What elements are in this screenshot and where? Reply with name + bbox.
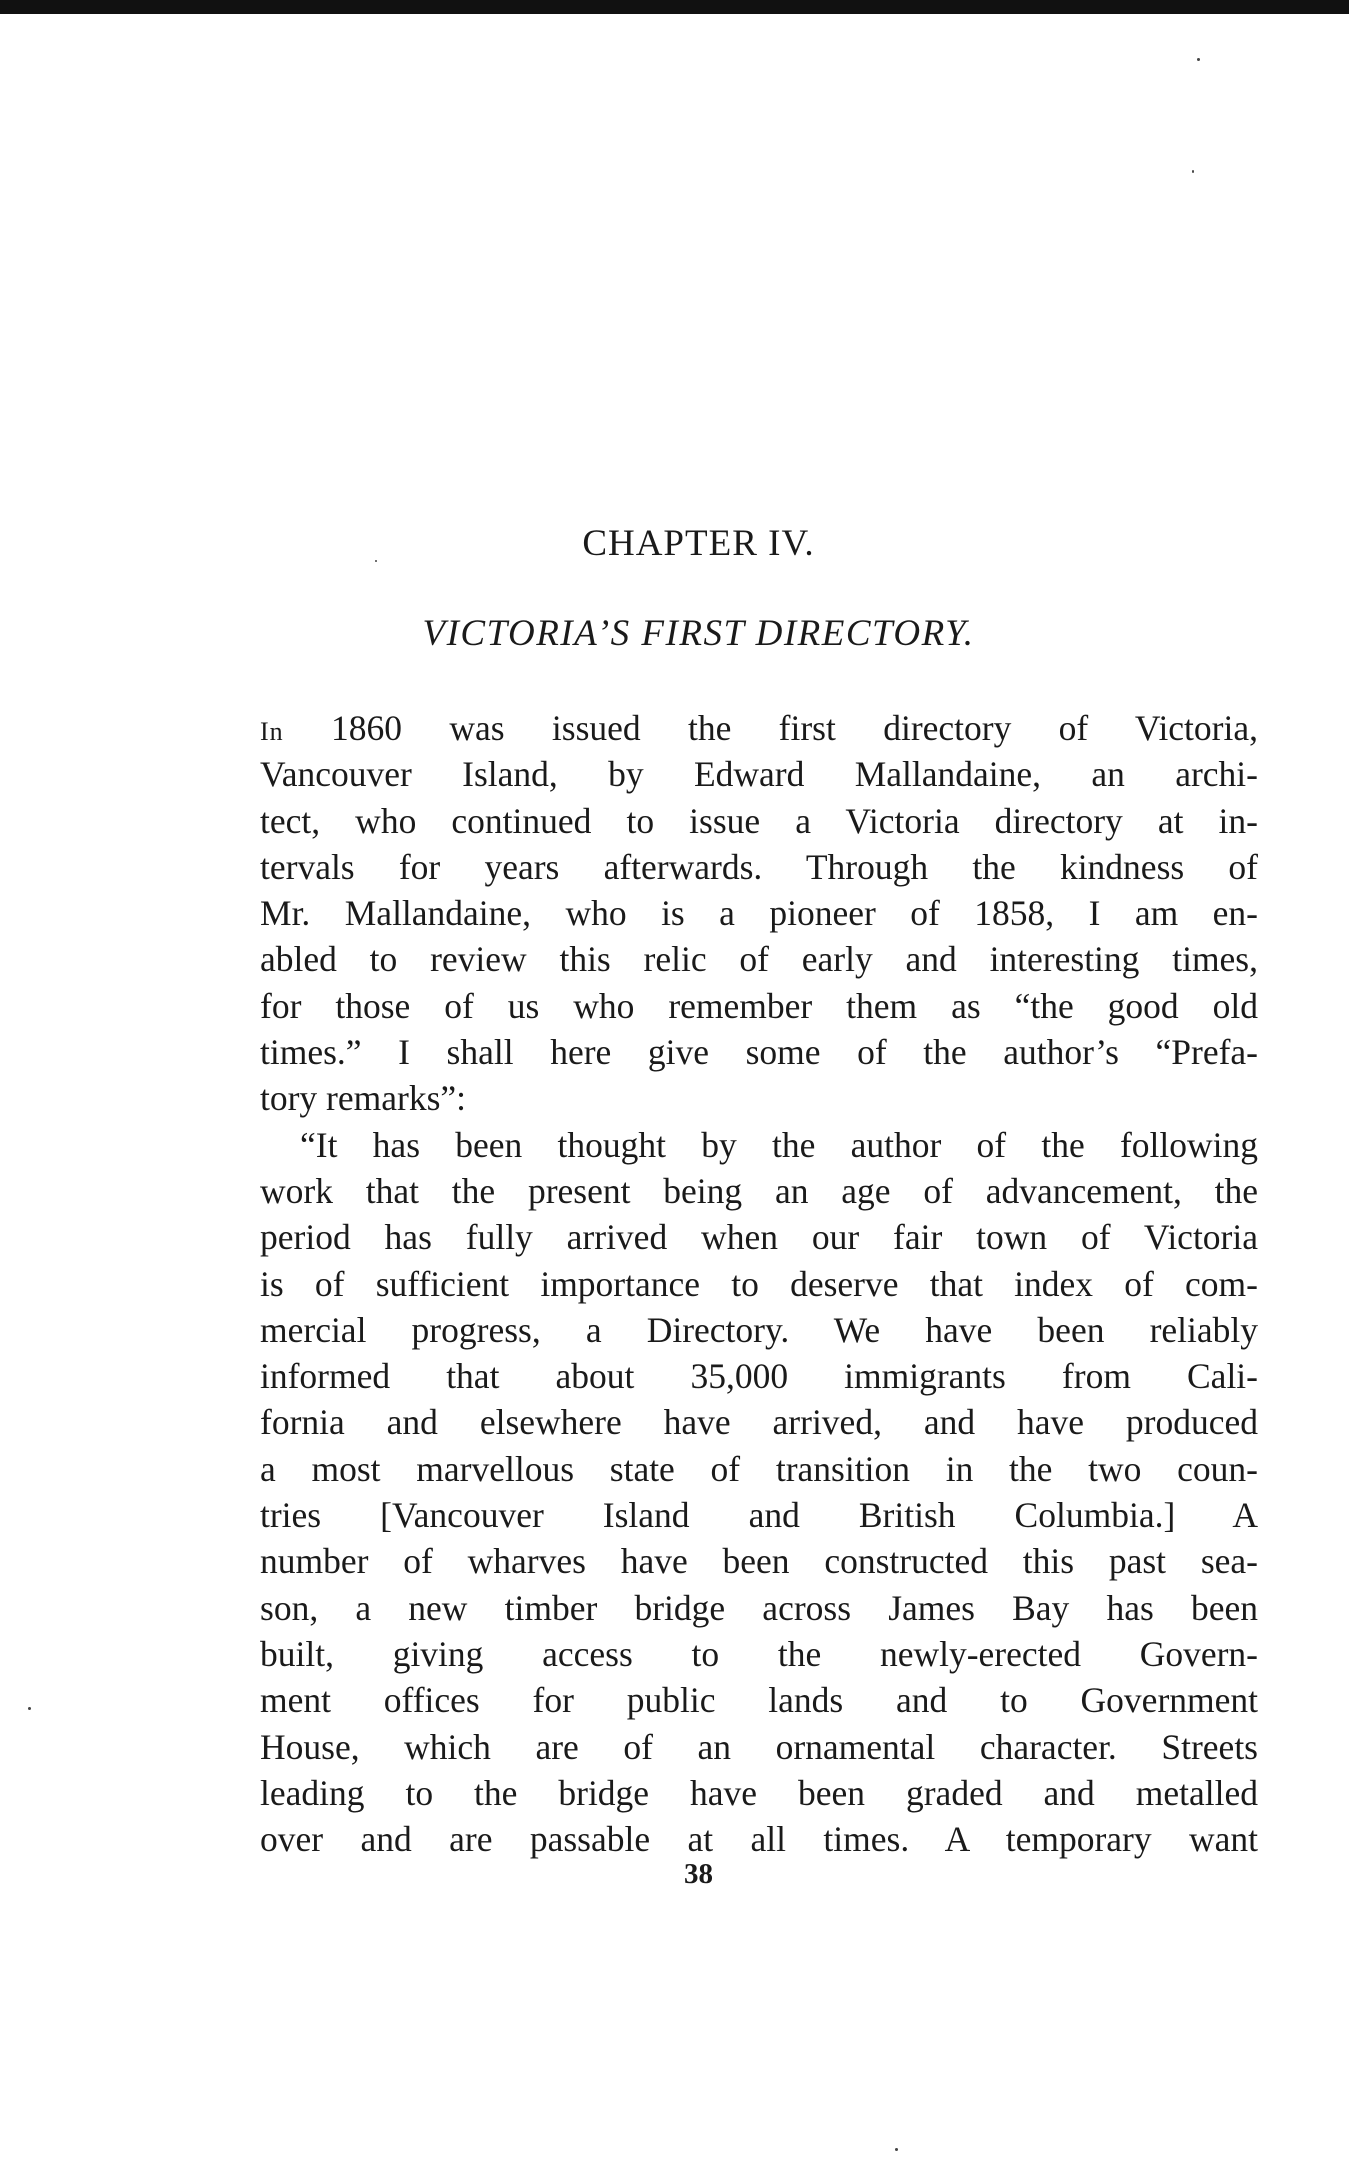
chapter-number: CHAPTER IV. — [582, 523, 815, 564]
chapter-title: VICTORIA’S FIRST DIRECTORY. — [422, 613, 975, 654]
text-line: In 1860 was issued the first directory of Victoria, — [260, 708, 1258, 748]
text-line: abled to review this relic of early and interesting times, — [260, 939, 1258, 980]
scan-speck — [1197, 58, 1200, 61]
text-line: fornia and elsewhere have arrived, and have produced — [260, 1402, 1258, 1443]
text-line: leading to the bridge have been graded and metalled — [260, 1772, 1258, 1813]
text-line: ment offices for public lands and to Government — [260, 1680, 1258, 1721]
text-line: tory remarks”: — [260, 1078, 467, 1119]
page-number: 38 — [684, 1858, 713, 1890]
dropcap-word: In — [260, 717, 284, 746]
text-line: tervals for years afterwards. Through the kindness of — [260, 846, 1258, 887]
text-line: a most marvellous state of transition in the two coun- — [260, 1448, 1258, 1489]
text-line: times.” I shall here give some of the author’s “Prefa- — [260, 1032, 1258, 1073]
text-line: mercial progress, a Directory. We have been reliably — [260, 1309, 1258, 1350]
text-line: is of sufficient importance to deserve that index of com- — [260, 1263, 1258, 1304]
text-line: “It has been thought by the author of the following — [300, 1124, 1258, 1165]
scan-speck — [895, 2148, 898, 2151]
text-line: built, giving access to the newly-erected Govern- — [260, 1633, 1258, 1674]
text-line: tries [Vancouver Island and British Columbia.] A — [260, 1495, 1258, 1536]
text-line: Vancouver Island, by Edward Mallandaine, an archi- — [260, 754, 1258, 795]
scan-speck — [1192, 170, 1194, 173]
text-line: over and are passable at all times. A temporary want — [260, 1819, 1258, 1860]
text-line: for those of us who remember them as “the good old — [260, 985, 1258, 1026]
scan-top-edge — [0, 0, 1349, 14]
text-line: House, which are of an ornamental character. Streets — [260, 1726, 1258, 1767]
text-line: tect, who continued to issue a Victoria directory at in- — [260, 800, 1258, 841]
text-line: son, a new timber bridge across James Bay has been — [260, 1587, 1258, 1628]
text-line: work that the present being an age of advancement, the — [260, 1170, 1258, 1211]
text-line: Mr. Mallandaine, who is a pioneer of 1858, I am en- — [260, 893, 1258, 934]
scan-speck — [28, 1707, 31, 1710]
text-line: period has fully arrived when our fair town of Victoria — [260, 1217, 1258, 1258]
text-line: number of wharves have been constructed this past sea- — [260, 1541, 1258, 1582]
body-text — [260, 705, 1258, 1862]
text-line: informed that about 35,000 immigrants from Cali- — [260, 1356, 1258, 1397]
